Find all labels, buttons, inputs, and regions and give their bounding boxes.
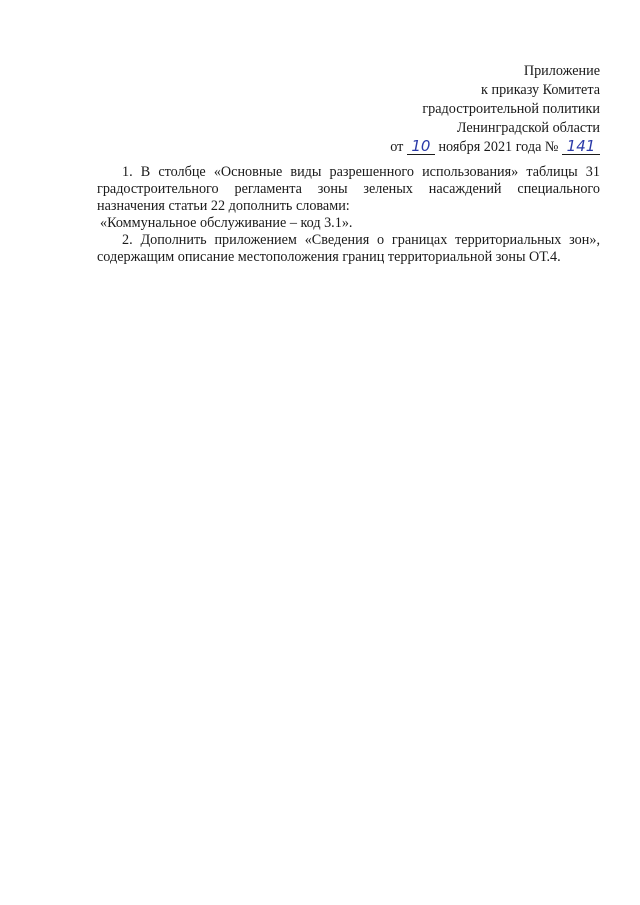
document-body — [97, 164, 600, 266]
appendix-committee: градостроительной политики — [422, 101, 600, 117]
date-prefix: от — [390, 139, 404, 155]
paragraph-1: 1. В столбце «Основные виды разрешенного использования» таблицы 31 градостроительного регламента зоны зеленых насаждений специального назначения статьи 22 дополнить словами: — [97, 164, 600, 214]
handwritten-order-number: 141 — [562, 138, 600, 155]
appendix-header — [390, 62, 600, 157]
appendix-title: Приложение — [523, 63, 600, 79]
paragraph-1-quote: «Коммунальное обслуживание – код 3.1». — [100, 215, 353, 231]
appendix-order-ref: к приказу Комитета — [481, 82, 600, 98]
paragraph-2: 2. Дополнить приложением «Сведения о границах территориальных зон», содержащим описание местоположения границ территориальной зоны ОТ.4. — [97, 232, 600, 265]
handwritten-day: 10 — [407, 138, 435, 155]
appendix-region: Ленинградской области — [456, 120, 600, 136]
date-middle: ноября 2021 года № — [438, 139, 559, 155]
appendix-date-line — [390, 138, 600, 157]
